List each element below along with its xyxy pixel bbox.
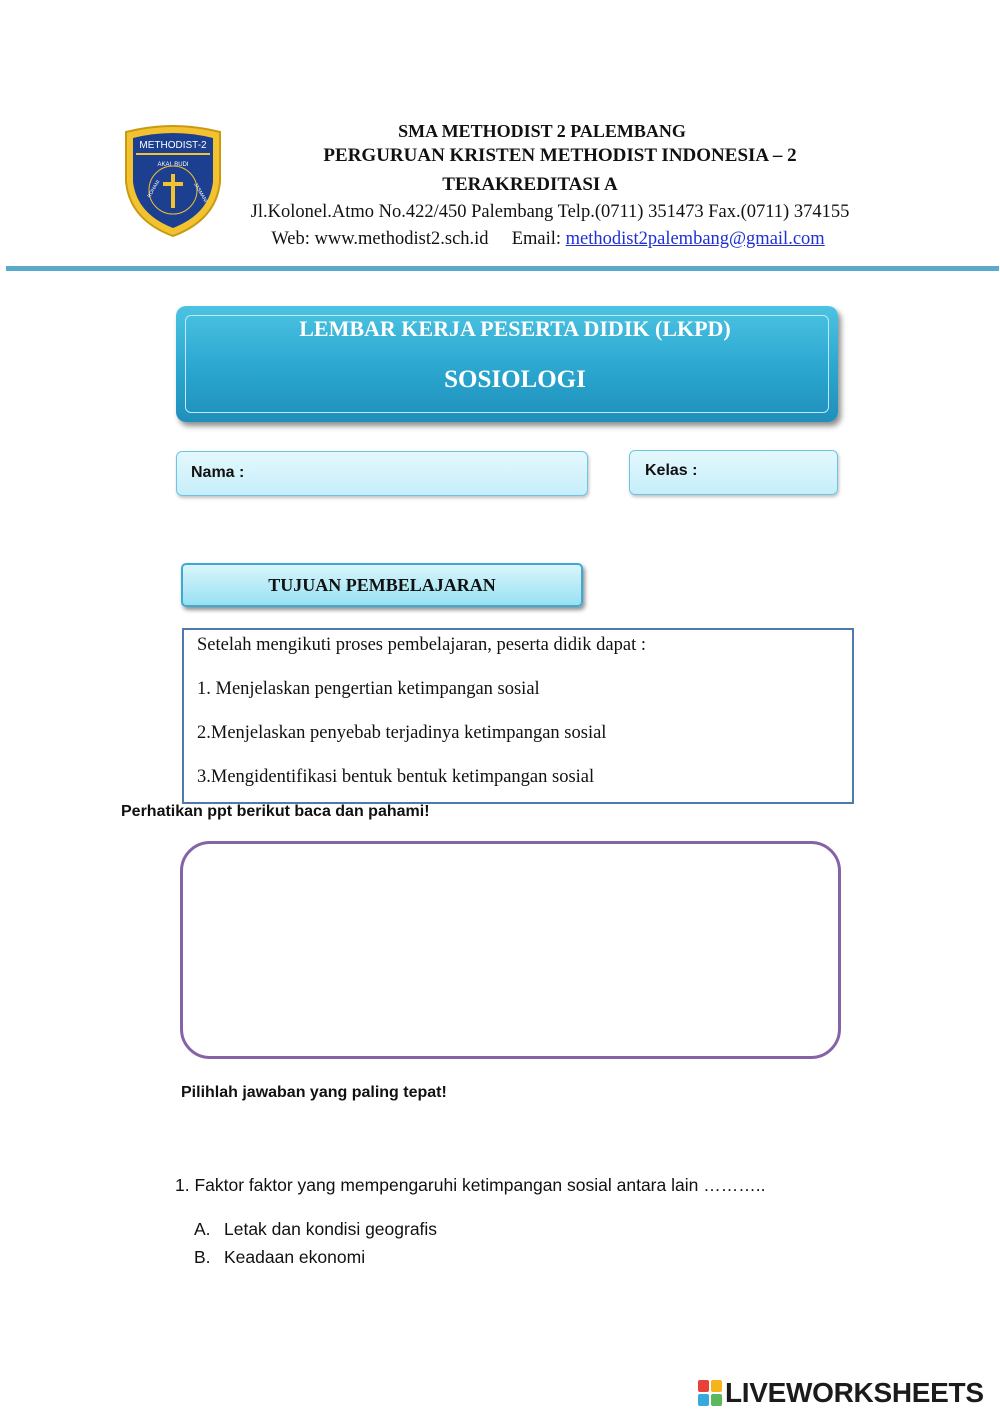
subject-title: SOSIOLOGI [444,366,586,393]
objective-item-1: 1. Menjelaskan pengertian ketimpangan sosial [197,679,540,699]
accreditation: TERAKREDITASI A [442,174,618,195]
option-a-text[interactable]: Letak dan kondisi geografis [224,1219,438,1239]
email-label: Email: [511,229,562,249]
name-field[interactable]: Nama : [176,451,588,496]
logo-square-yellow [711,1380,722,1392]
website: Web: www.methodist2.sch.id [271,229,489,249]
option-b-letter: B. [194,1247,211,1267]
worksheet-title: LEMBAR KERJA PESERTA DIDIK (LKPD) [299,316,731,341]
logo-square-blue [698,1394,709,1406]
choose-instruction: Pilihlah jawaban yang paling tepat! [181,1084,447,1101]
objective-item-2: 2.Menjelaskan penyebab terjadinya ketimpangan sosial [197,723,607,743]
school-name: SMA METHODIST 2 PALEMBANG [398,121,686,141]
option-a-letter: A. [194,1219,211,1239]
logo-side-left: ROHANI [146,179,162,199]
logo-arc-text: AKAL BUDI [157,162,189,168]
logo-top-text: METHODIST-2 [139,140,207,151]
liveworksheets-brand [698,1376,984,1410]
logo-side-right: JASMANI [192,182,209,204]
logo-square-red [698,1380,709,1392]
header-divider [6,266,999,271]
ppt-embed-box[interactable] [180,841,841,1059]
foundation-name: PERGURUAN KRISTEN METHODIST INDONESIA – 2 [323,145,797,166]
objectives-heading: TUJUAN PEMBELAJARAN [181,563,583,607]
question-1: 1. Faktor faktor yang mempengaruhi ketimpangan sosial antara lain ……….. [175,1175,766,1195]
option-b-text[interactable]: Keadaan ekonomi [224,1247,366,1267]
liveworksheets-logo-icon [698,1380,722,1406]
ppt-instruction: Perhatikan ppt berikut baca dan pahami! [121,803,430,820]
objectives-intro: Setelah mengikuti proses pembelajaran, peserta didik dapat : [197,635,646,655]
logo-square-green [711,1394,722,1406]
class-field[interactable]: Kelas : [629,450,838,495]
brand-text: LIVEWORKSHEETS [725,1377,984,1408]
email-link[interactable]: methodist2palembang@gmail.com [565,229,825,249]
contact-line [48,229,1000,250]
objective-item-3: 3.Mengidentifikasi bentuk bentuk ketimpangan sosial [197,767,595,787]
address-line: Jl.Kolonel.Atmo No.422/450 Palembang Telp.(0711) 351473 Fax.(0711) 374155 [250,202,850,222]
